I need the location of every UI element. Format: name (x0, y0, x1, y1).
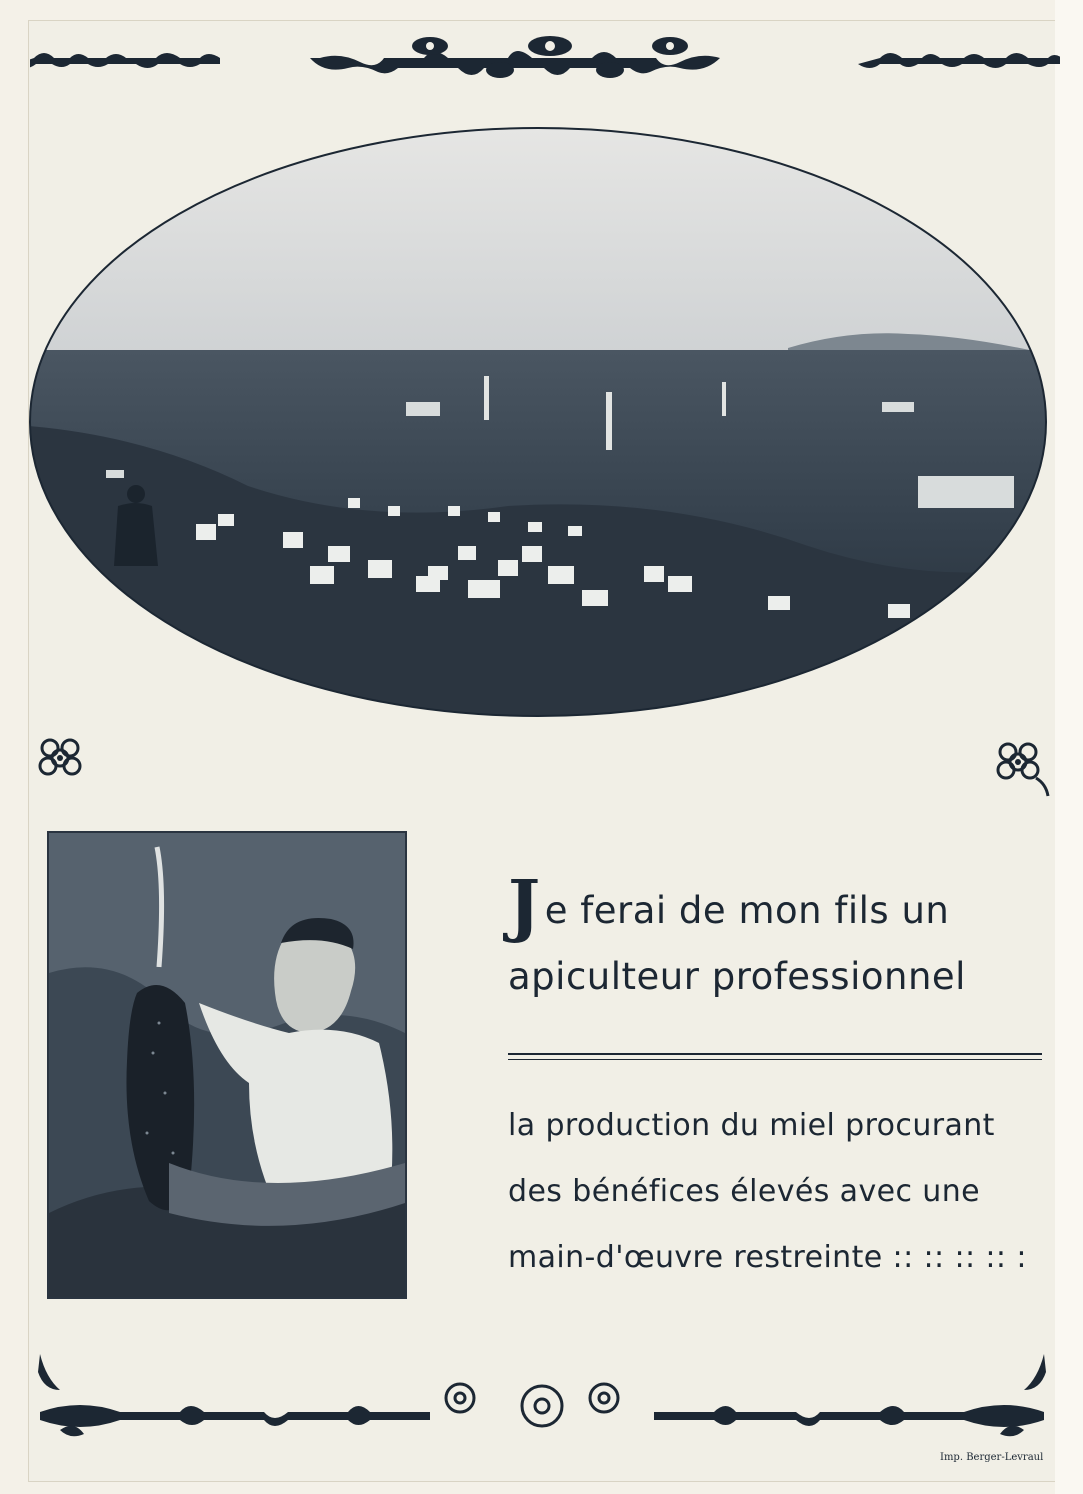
page-edge (1055, 0, 1083, 1494)
body-text (508, 1093, 1048, 1291)
top-ornament-border (30, 36, 1060, 88)
double-rule-bottom (508, 1059, 1042, 1060)
body-line-2: des bénéfices élevés avec une (508, 1174, 980, 1209)
printer-credit: Imp. Berger-Levraul (940, 1452, 1044, 1463)
headline-dropcap: J (508, 866, 541, 946)
headline-line-1-text: e ferai de mon fils un (544, 889, 950, 932)
headline-line-1 (508, 866, 1048, 946)
portrait-photo (47, 831, 407, 1299)
body-line-1: la production du miel procurant (508, 1108, 995, 1143)
boy-with-swarm-illustration (49, 833, 405, 1297)
flower-ornament-left (30, 734, 86, 782)
flower-ornament-right (992, 738, 1054, 798)
headline (508, 866, 1048, 1010)
landscape-photo (28, 126, 1048, 718)
bottom-ornament-border (30, 1350, 1054, 1446)
double-rule-top (508, 1053, 1042, 1055)
body-line-3: main-d'œuvre restreinte :: :: :: :: : (508, 1240, 1027, 1275)
headline-line-2: apiculteur professionnel (508, 955, 966, 998)
